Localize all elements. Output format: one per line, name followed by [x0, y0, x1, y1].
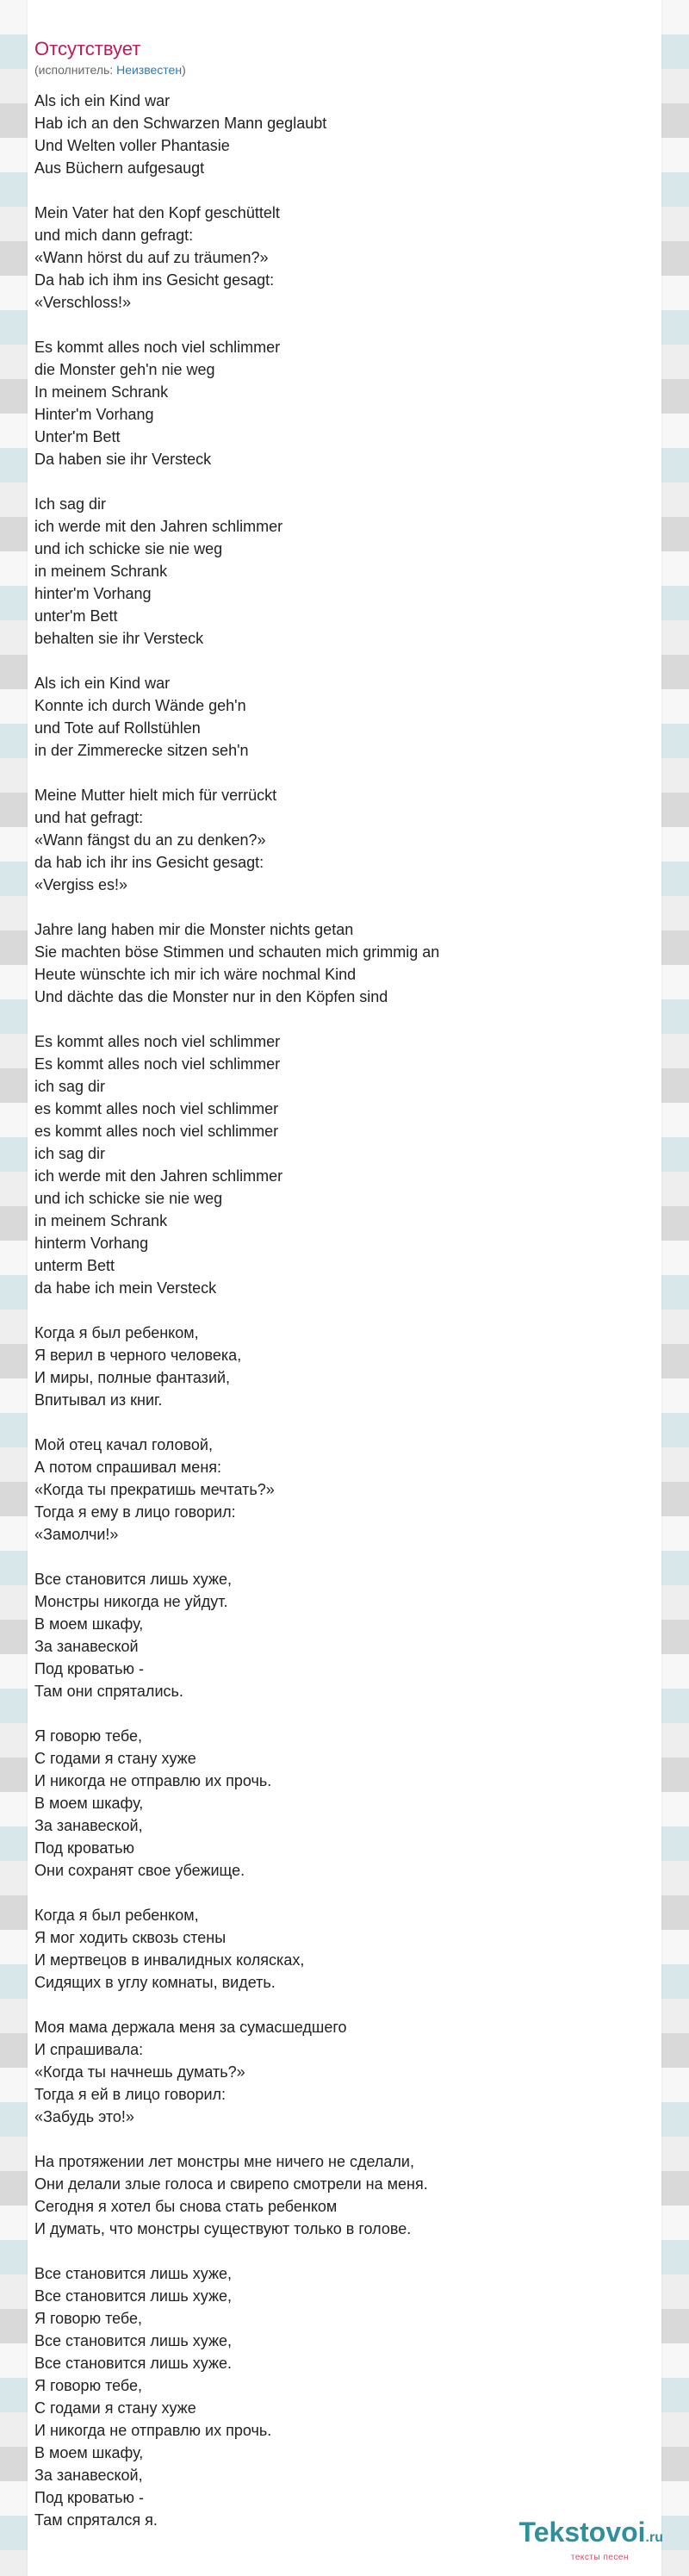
stanza: [34, 90, 655, 179]
lyric-line: «Wann fängst du an zu denken?»: [34, 831, 266, 849]
lyric-line: Als ich ein Kind war: [34, 92, 171, 109]
lyric-line: Da hab ich ihm ins Gesicht gesagt:: [34, 271, 275, 289]
lyric-line: За занавеской,: [34, 2467, 143, 2484]
lyric-line: «Когда ты начнешь думать?»: [34, 2063, 245, 2081]
lyric-line: Я говорю тебе,: [34, 2377, 143, 2394]
lyric-line: Es kommt alles noch viel schlimmer: [34, 339, 281, 356]
lyric-line: da habe ich mein Versteck: [34, 1279, 217, 1297]
stanza: [34, 672, 655, 762]
stanza: [34, 202, 655, 314]
lyric-line: und mich dann gefragt:: [34, 227, 194, 244]
lyric-line: Es kommt alles noch viel schlimmer: [34, 1055, 281, 1073]
lyric-line: И никогда не отправлю их прочь.: [34, 2422, 272, 2439]
lyric-line: Все становится лишь хуже,: [34, 2265, 233, 2282]
lyric-line: Я говорю тебе,: [34, 2310, 143, 2327]
lyric-line: Тогда я ей в лицо говорил:: [34, 2086, 227, 2103]
lyric-line: Heute wünschte ich mir ich wäre nochmal Kind: [34, 966, 357, 983]
lyric-line: Da haben sie ihr Versteck: [34, 451, 212, 468]
stanza: [34, 493, 655, 650]
logo-tld: .ru: [645, 2530, 663, 2545]
lyric-line: ich werde mit den Jahren schlimmer: [34, 1167, 283, 1185]
lyric-line: Я говорю тебе,: [34, 1727, 143, 1745]
lyric-line: es kommt alles noch viel schlimmer: [34, 1100, 279, 1117]
logo-tagline: тексты песен: [570, 2553, 629, 2562]
lyric-line: und Tote auf Rollstühlen: [34, 719, 201, 737]
lyric-line: Hinter'm Vorhang: [34, 406, 154, 423]
lyric-line: «Verschloss!»: [34, 294, 132, 311]
stanza: [34, 2262, 655, 2531]
lyric-line: Hab ich an den Schwarzen Mann geglaubt: [34, 115, 327, 132]
lyric-line: С годами я стану хуже: [34, 1750, 196, 1767]
artist-link[interactable]: Неизвестен: [116, 63, 183, 77]
lyric-line: И миры, полные фантазий,: [34, 1369, 231, 1386]
lyric-line: Под кроватью -: [34, 1660, 145, 1677]
lyric-line: es kommt alles noch viel schlimmer: [34, 1123, 279, 1140]
lyric-line: «Забудь это!»: [34, 2108, 134, 2125]
lyric-line: Под кроватью -: [34, 2489, 145, 2506]
lyric-line: Я верил в черного человека,: [34, 1347, 242, 1364]
lyric-line: Они делали злые голоса и свирепо смотрели на меня.: [34, 2175, 428, 2193]
lyric-line: und hat gefragt:: [34, 809, 144, 826]
lyric-line: Konnte ich durch Wände geh'n: [34, 697, 246, 714]
stanza: [34, 336, 655, 470]
lyric-line: Unter'm Bett: [34, 428, 121, 445]
artist-suffix: ): [182, 63, 186, 77]
stanza: [34, 918, 655, 1008]
lyric-line: Когда я был ребенком,: [34, 1324, 199, 1341]
lyric-line: И думать, что монстры существуют только в голове.: [34, 2220, 412, 2237]
lyric-line: Все становится лишь хуже,: [34, 1571, 233, 1588]
lyric-line: Meine Mutter hielt mich für verrückt: [34, 787, 277, 804]
lyric-line: da hab ich ihr ins Gesicht gesagt:: [34, 854, 264, 871]
lyric-line: Сегодня я хотел бы снова стать ребенком: [34, 2198, 338, 2215]
lyrics-page: [34, 0, 655, 2554]
lyric-line: Als ich ein Kind war: [34, 675, 171, 692]
stanza: [34, 1322, 655, 1411]
lyric-line: «Wann hörst du auf zu träumen?»: [34, 249, 269, 266]
site-logo[interactable]: [491, 2517, 663, 2562]
lyric-line: Все становится лишь хуже,: [34, 2332, 233, 2349]
lyric-line: Und Welten voller Phantasie: [34, 137, 230, 154]
lyric-line: «Замолчи!»: [34, 1526, 119, 1543]
stanza: [34, 1030, 655, 1299]
lyric-line: Mein Vater hat den Kopf geschüttelt: [34, 204, 280, 221]
lyric-line: Сидящих в углу комнаты, видеть.: [34, 1974, 276, 1991]
stanza: [34, 1904, 655, 1994]
lyric-line: unter'm Bett: [34, 607, 118, 625]
lyric-line: die Monster geh'n nie weg: [34, 361, 215, 378]
lyric-line: Когда я был ребенком,: [34, 1907, 199, 1924]
lyric-line: in meinem Schrank: [34, 563, 168, 580]
lyric-line: «Когда ты прекратишь мечтать?»: [34, 1481, 275, 1498]
song-title: Отсутствует: [34, 38, 141, 59]
stanza: [34, 1568, 655, 1702]
lyric-line: Впитывал из книг.: [34, 1391, 163, 1409]
lyric-line: ich sag dir: [34, 1145, 106, 1162]
lyric-line: Und dächte das die Monster nur in den Köpfen sind: [34, 988, 388, 1005]
lyric-line: Все становится лишь хуже.: [34, 2355, 233, 2372]
lyric-line: За занавеской: [34, 1638, 139, 1655]
lyric-line: Там спрятался я.: [34, 2511, 158, 2529]
lyric-line: А потом спрашивал меня:: [34, 1459, 222, 1476]
lyric-line: In meinem Schrank: [34, 383, 169, 401]
lyric-line: Монстры никогда не уйдут.: [34, 1593, 228, 1610]
lyric-line: И никогда не отправлю их прочь.: [34, 1772, 272, 1789]
lyric-line: Jahre lang haben mir die Monster nichts getan: [34, 921, 354, 938]
lyric-line: В моем шкафу,: [34, 2444, 144, 2461]
lyric-line: Мой отец качал головой,: [34, 1436, 213, 1453]
lyric-line: С годами я стану хуже: [34, 2399, 196, 2417]
lyric-line: Моя мама держала меня за сумасшедшего: [34, 2019, 347, 2036]
lyric-line: unterm Bett: [34, 1257, 115, 1274]
lyric-line: В моем шкафу,: [34, 1615, 144, 1633]
stanza: [34, 1434, 655, 1546]
lyric-line: ich werde mit den Jahren schlimmer: [34, 518, 283, 535]
stanza: [34, 2016, 655, 2128]
stanza: [34, 784, 655, 896]
artist-line: [34, 62, 655, 78]
stanza: [34, 1725, 655, 1882]
lyric-line: Тогда я ему в лицо говорил:: [34, 1503, 236, 1521]
lyric-line: behalten sie ihr Versteck: [34, 630, 204, 647]
lyric-line: hinterm Vorhang: [34, 1235, 149, 1252]
lyric-line: Они сохранят свое убежище.: [34, 1862, 245, 1879]
lyric-line: За занавеской,: [34, 1817, 143, 1834]
lyric-line: in der Zimmerecke sitzen seh'n: [34, 742, 249, 759]
artist-prefix: (исполнитель:: [34, 63, 117, 77]
lyric-line: Все становится лишь хуже,: [34, 2287, 233, 2305]
logo-name: Tekstovoi: [518, 2517, 646, 2548]
lyric-line: И мертвецов в инвалидных колясках,: [34, 1951, 305, 1969]
lyric-line: Aus Büchern aufgesaugt: [34, 159, 205, 177]
stanza: [34, 2150, 655, 2240]
lyrics-text: [34, 90, 655, 2531]
lyric-line: Ich sag dir: [34, 495, 107, 513]
lyric-line: ich sag dir: [34, 1078, 106, 1095]
lyric-line: Я мог ходить сквозь стены: [34, 1929, 227, 1946]
lyric-line: und ich schicke sie nie weg: [34, 540, 223, 557]
lyric-line: und ich schicke sie nie weg: [34, 1190, 223, 1207]
lyric-line: in meinem Schrank: [34, 1212, 168, 1229]
lyric-line: Es kommt alles noch viel schlimmer: [34, 1033, 281, 1050]
lyric-line: На протяжении лет монстры мне ничего не сделали,: [34, 2153, 414, 2170]
lyric-line: Под кроватью: [34, 1839, 135, 1857]
lyric-line: Там они спрятались.: [34, 1683, 183, 1700]
lyric-line: И спрашивала:: [34, 2041, 144, 2058]
lyric-line: В моем шкафу,: [34, 1795, 144, 1812]
lyric-line: hinter'm Vorhang: [34, 585, 152, 602]
lyric-line: Sie machten böse Stimmen und schauten mich grimmig an: [34, 943, 440, 961]
lyric-line: «Vergiss es!»: [34, 876, 128, 893]
